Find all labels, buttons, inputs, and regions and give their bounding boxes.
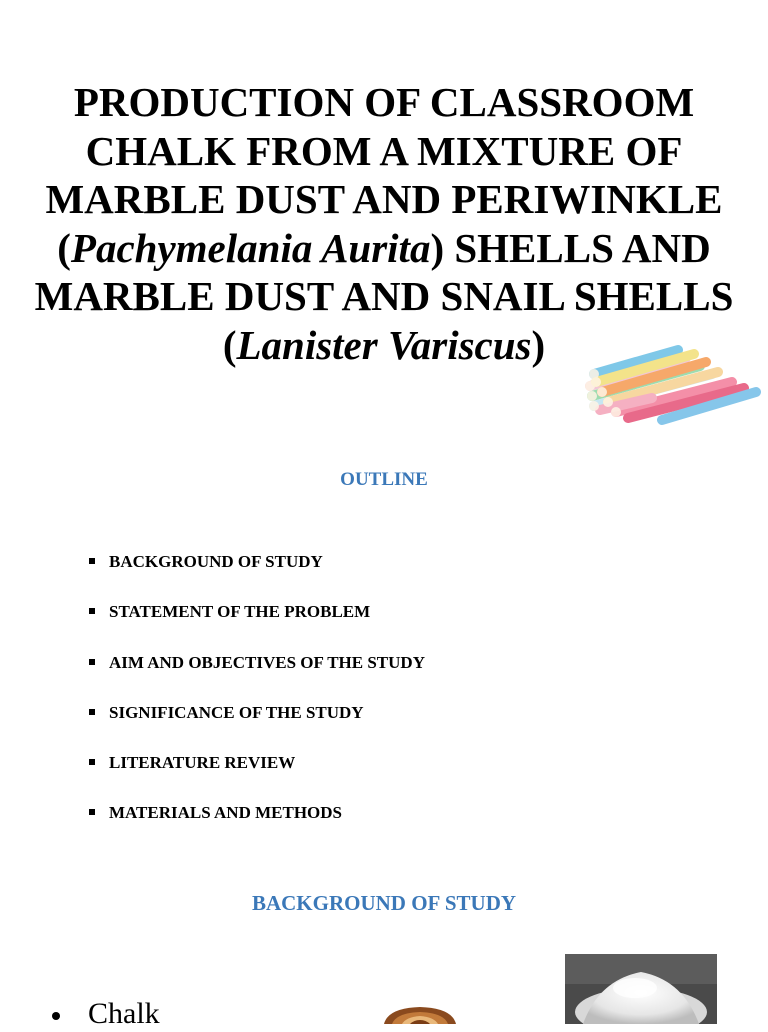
title-species-2: Lanister Variscus (236, 321, 532, 368)
outline-item-label: MATERIALS AND METHODS (109, 803, 342, 823)
outline-item (88, 702, 425, 752)
square-bullet-icon (89, 809, 95, 815)
title-text-2: ) SHELLS AND MARBLE DUST AND SNAIL SHELLS ( (34, 224, 734, 368)
title-species-1: Pachymelania Aurita (70, 224, 431, 271)
outline-item (88, 601, 425, 651)
outline-item-label: BACKGROUND OF STUDY (109, 552, 323, 571)
title-text-3: ) (531, 321, 546, 368)
chalk-powder-image (565, 954, 717, 1024)
background-heading: BACKGROUND OF STUDY (251, 891, 517, 915)
square-bullet-icon (89, 759, 95, 765)
chalk-sticks-image (582, 336, 762, 428)
outline-item (88, 802, 425, 852)
square-bullet-icon (89, 608, 95, 614)
outline-item (88, 752, 425, 802)
outline-item (88, 551, 425, 601)
outline-list (88, 551, 425, 853)
outline-item-label: SIGNIFICANCE OF THE STUDY (109, 702, 364, 722)
square-bullet-icon (89, 558, 95, 564)
outline-item-label: AIM AND OBJECTIVES OF THE STUDY (109, 652, 425, 672)
document-title (20, 78, 748, 369)
snail-shell-image (380, 1004, 460, 1024)
square-bullet-icon (89, 709, 95, 715)
outline-item-label: LITERATURE REVIEW (109, 753, 296, 773)
outline-item (88, 652, 425, 702)
square-bullet-icon (89, 659, 95, 665)
title-text-1: PRODUCTION OF CLASSROOM CHALK FROM A MIXTURE OF MARBLE DUST AND PERIWINKLE ( (45, 79, 723, 271)
outline-heading: OUTLINE (340, 469, 428, 490)
background-bullet-text: Chalk (88, 997, 160, 1030)
round-bullet-icon (52, 1012, 60, 1020)
outline-item-label: STATEMENT OF THE PROBLEM (109, 602, 371, 622)
